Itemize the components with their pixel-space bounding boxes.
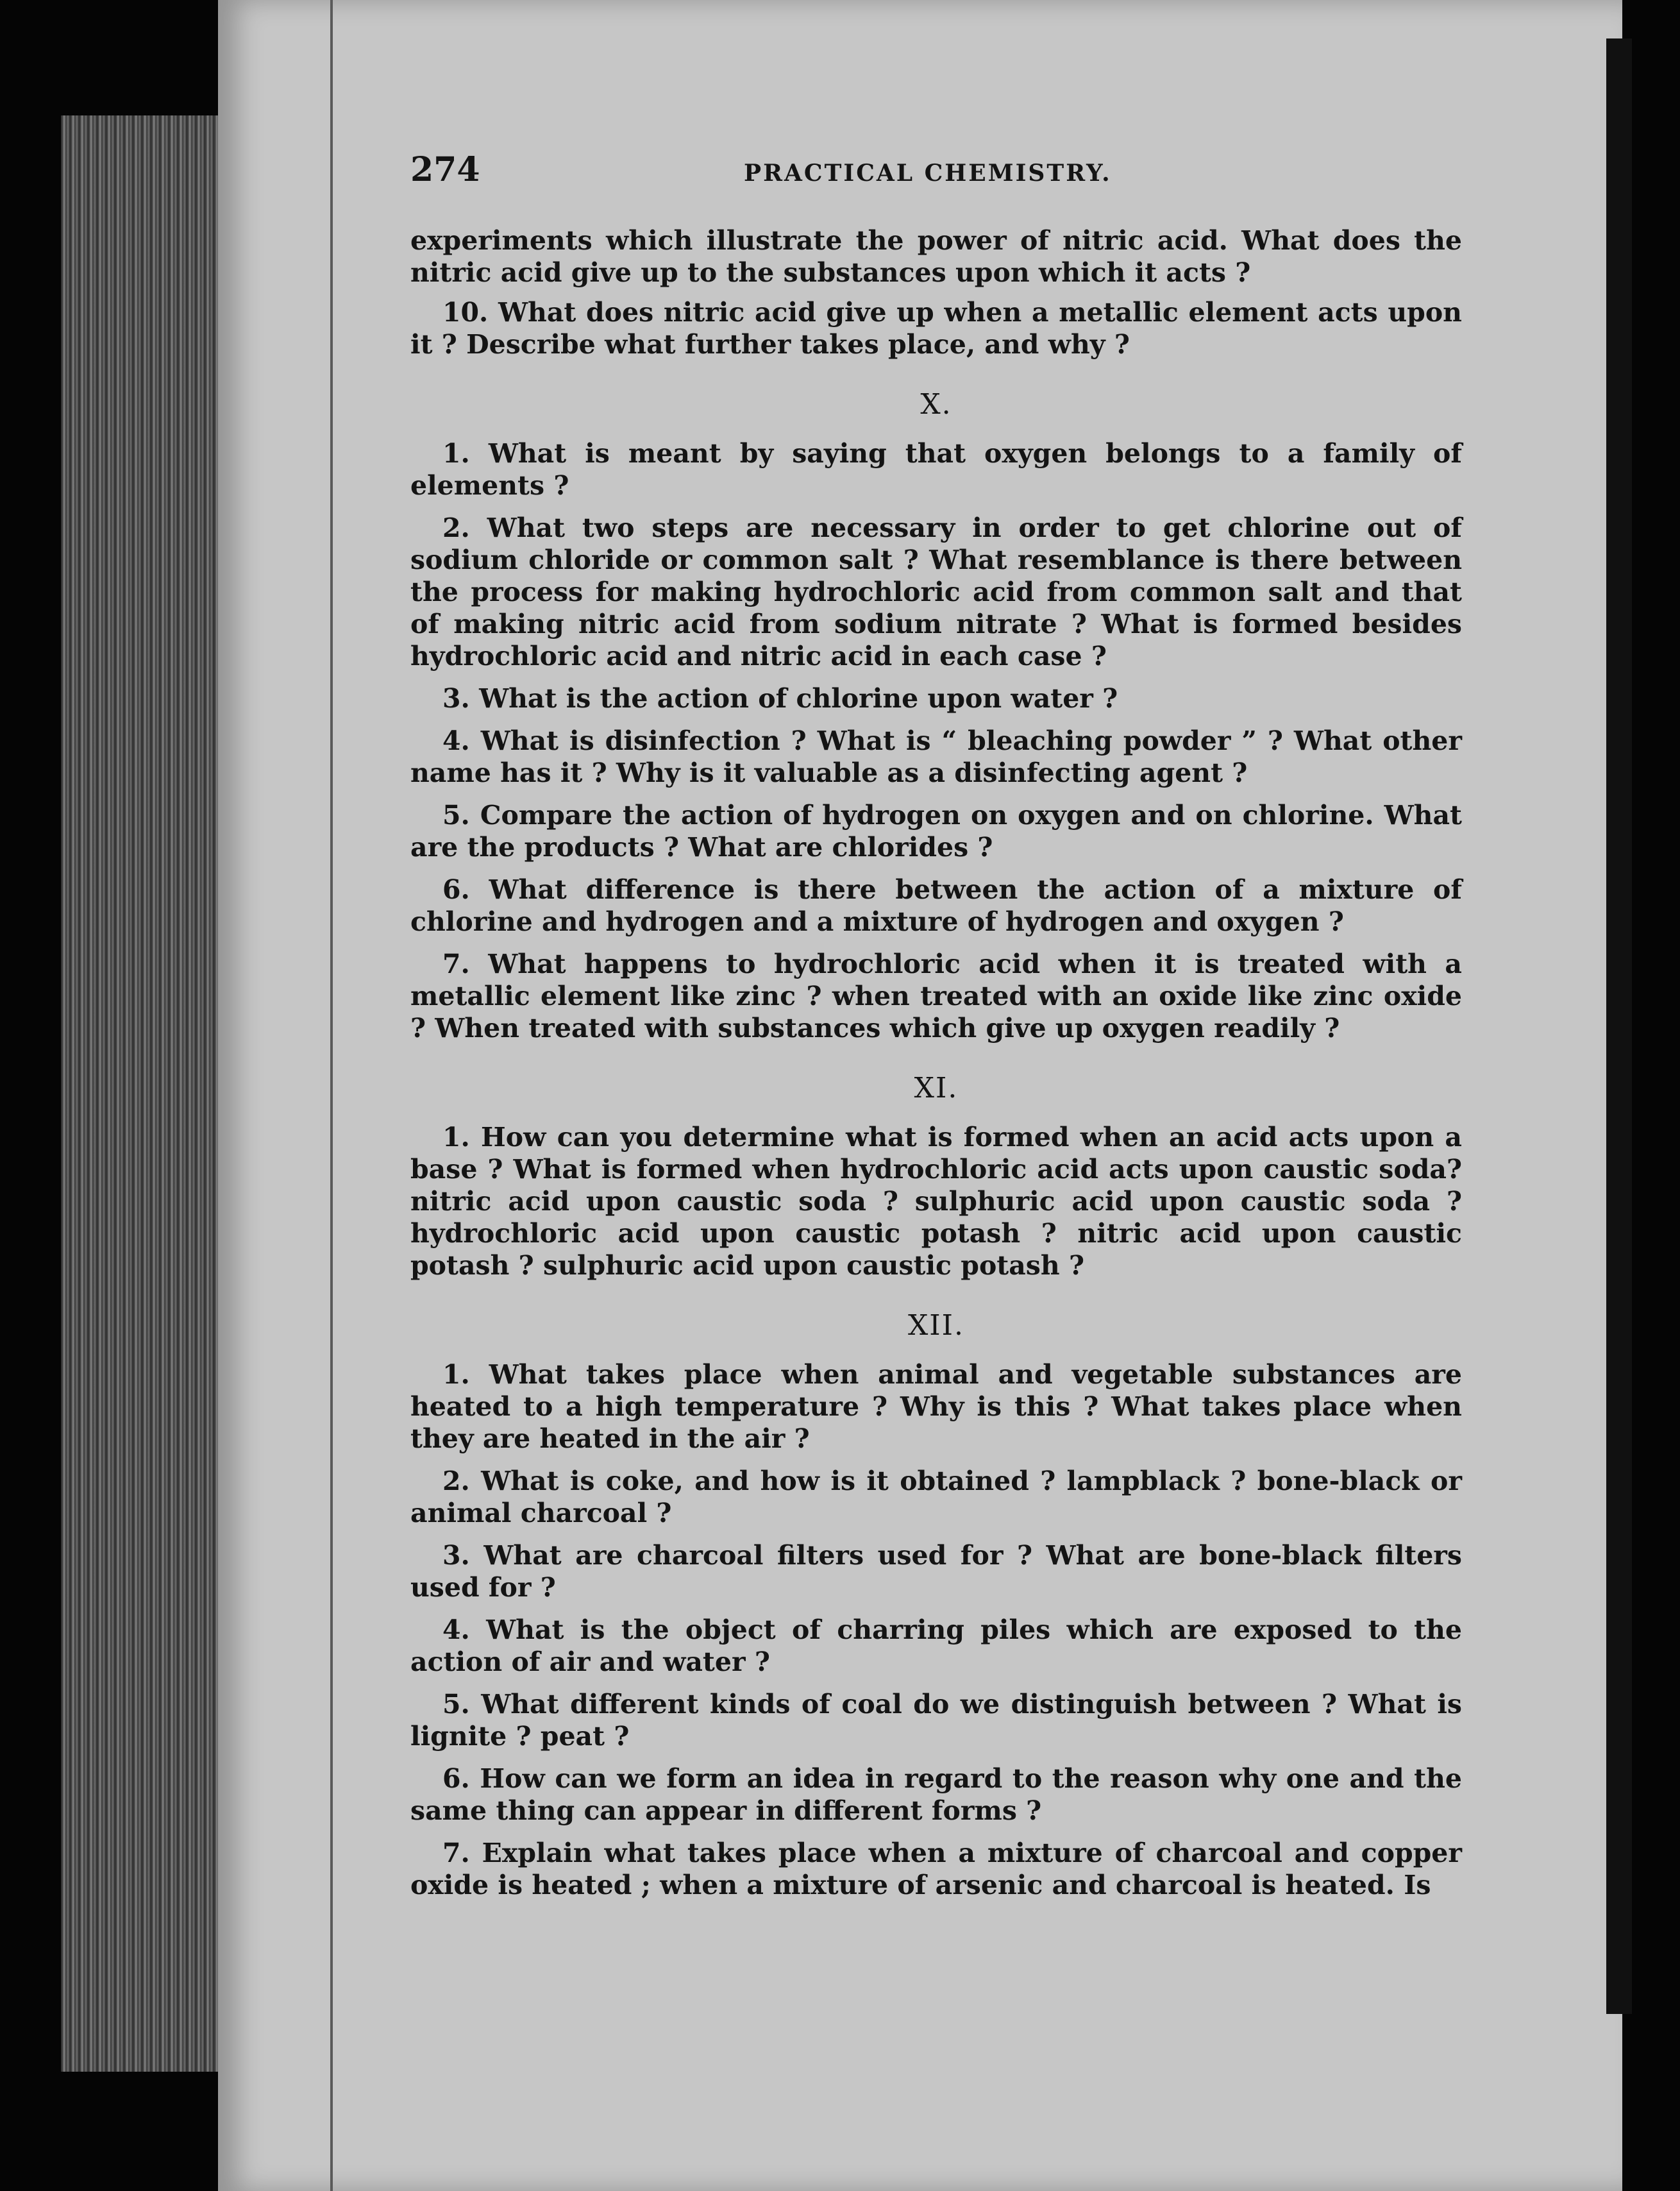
continuation-text: experiments which illustrate the power of nitric acid. What does the nitric acid give up to the substances upon which it acts ? <box>410 225 1462 288</box>
question: 5. What different kinds of coal do we distinguish between ? What is lignite ? peat ? <box>410 1689 1462 1752</box>
question: 4. What is disinfection ? What is “ bleaching powder ” ? What other name has it ? Why is it valuable as a disinfecting agent ? <box>410 725 1462 788</box>
page-number: 274 <box>410 150 480 189</box>
question: 7. What happens to hydrochloric acid when it is treated with a metallic element like zinc ? when treated with an oxide like zinc oxide ? When treated with substances which give up oxygen readily ? <box>410 949 1462 1044</box>
page-content <box>410 150 1462 1911</box>
question: 1. What takes place when animal and vegetable substances are heated to a high temperature ? Why is this ? What takes place when they are heated in the air ? <box>410 1359 1462 1454</box>
question: 5. Compare the action of hydrogen on oxygen and on chlorine. What are the products ? What are chlorides ? <box>410 800 1462 863</box>
question: 2. What two steps are necessary in order to get chlorine out of sodium chloride or common salt ? What resemblance is there between the process for making hydrochloric acid from common salt and that of making nitric acid from sodium nitrate ? What is formed besides hydrochloric acid and nitric acid in each case ? <box>410 512 1462 672</box>
section-xi <box>410 1072 1462 1282</box>
question: 6. How can we form an idea in regard to the reason why one and the same thing can appear in different forms ? <box>410 1763 1462 1826</box>
facing-page-shadow <box>1606 38 1632 2014</box>
book-page-edges <box>61 115 230 2072</box>
question: 3. What is the action of chlorine upon water ? <box>442 683 1118 714</box>
question: 2. What is coke, and how is it obtained ? lampblack ? bone-black or animal charcoal ? <box>410 1466 1462 1528</box>
question: 1. What is meant by saying that oxygen belongs to a family of elements ? <box>410 438 1462 501</box>
gutter-line <box>330 0 333 2191</box>
question: 6. What difference is there between the action of a mixture of chlorine and hydrogen and a mixture of hydrogen and oxygen ? <box>410 874 1462 937</box>
page-header <box>410 150 1462 205</box>
question-10: 10. What does nitric acid give up when a metallic element acts upon it ? Describe what further takes place, and why ? <box>410 297 1462 360</box>
question: 7. Explain what takes place when a mixture of charcoal and copper oxide is heated ; when a mixture of arsenic and charcoal is heated. Is <box>410 1838 1462 1900</box>
question: 3. What are charcoal filters used for ? What are bone-black filters used for ? <box>410 1540 1462 1603</box>
question: 1. How can you determine what is formed when an acid acts upon a base ? What is formed when hydrochloric acid acts upon caustic soda? nitric acid upon caustic soda ? sulphuric acid upon caustic soda ? hydrochloric acid upon caustic potash ? nitric acid upon caustic potash ? sulphuric acid upon caustic potash ? <box>410 1122 1462 1281</box>
section-heading: X. <box>920 388 952 421</box>
section-heading: XII. <box>907 1309 965 1342</box>
section-x <box>410 389 1462 1044</box>
question: 4. What is the object of charring piles which are exposed to the action of air and water ? <box>410 1614 1462 1677</box>
running-head: PRACTICAL CHEMISTRY. <box>744 160 1112 187</box>
section-heading: XI. <box>914 1072 959 1104</box>
section-xii <box>410 1310 1462 1901</box>
